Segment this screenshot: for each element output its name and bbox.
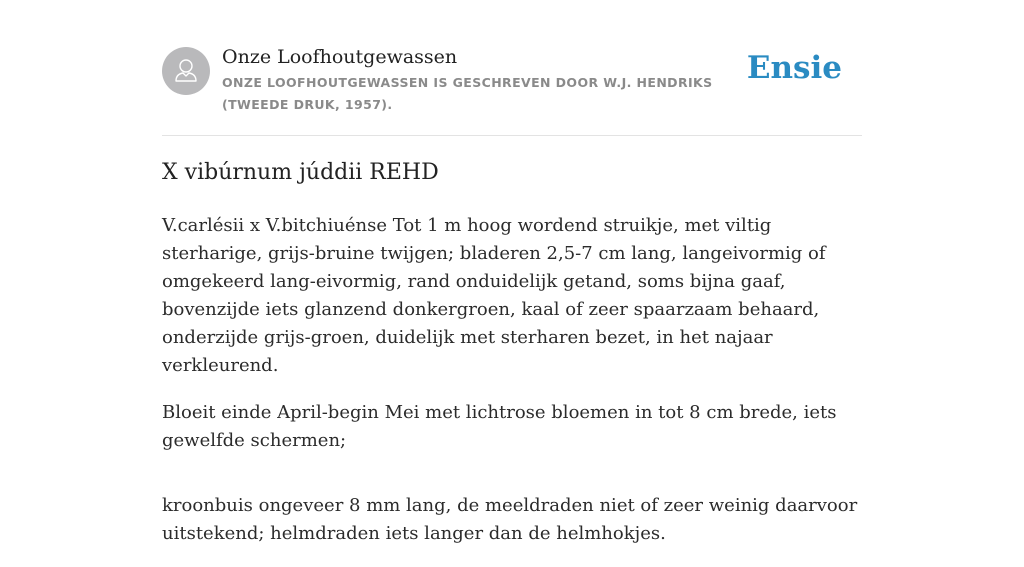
entry-paragraph: Bloeit einde April-begin Mei met lichtrose bloemen in tot 8 cm brede, iets gewelfde schermen; (162, 402, 837, 451)
header-divider (162, 135, 862, 136)
entry-title: X vibúrnum júddii REHD (162, 160, 439, 185)
entry-paragraph: V.carlésii x V.bitchiuénse Tot 1 m hoog wordend struikje, met viltig sterharige, grijs-bruine twijgen; bladeren 2,5-7 cm lang, langeivormig of omgekeerd lang-eivormig, rand onduidelijk getand, soms bijna gaaf, bovenzijde iets glanzend donkergroen, kaal of zeer spaarzaam behaard, onderzijde grijs-groen, duidelijk met sterharen bezet, in het najaar verkleurend. (162, 215, 826, 376)
book-title[interactable]: Onze Loofhoutgewassen (222, 46, 458, 68)
book-description: ONZE LOOFHOUTGEWASSEN IS GESCHREVEN DOOR W.J. HENDRIKS (TWEEDE DRUK, 1957). (222, 75, 713, 112)
book-header (162, 46, 862, 116)
ensie-logo-link[interactable]: Ensie (746, 50, 842, 86)
entry-paragraph: kroonbuis ongeveer 8 mm lang, de meeldraden niet of zeer weinig daarvoor uitstekend; helmdraden iets langer dan de helmhokjes. (162, 495, 858, 544)
user-silhouette-icon (162, 47, 210, 95)
entry-body (162, 212, 862, 567)
